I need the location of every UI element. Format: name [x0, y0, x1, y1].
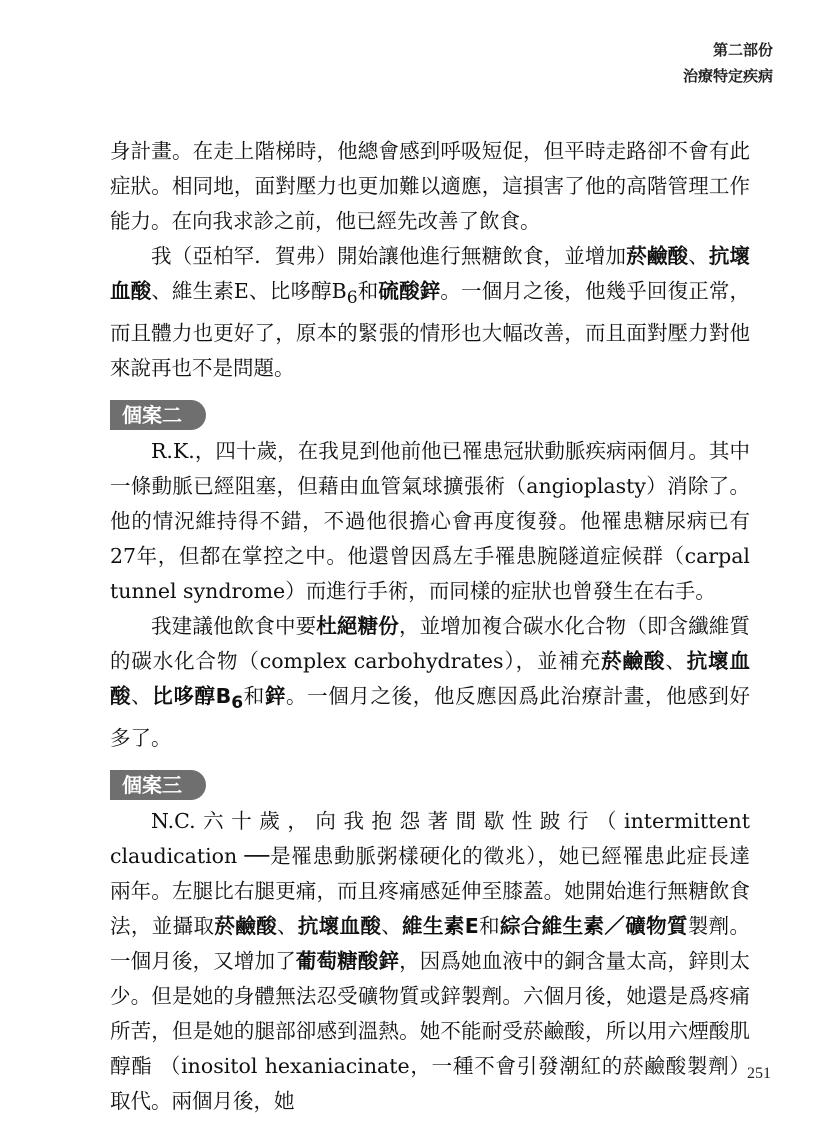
text-run: 、維生素E、比哆醇B: [151, 279, 347, 303]
text-run: 、: [276, 914, 298, 939]
part-title: 第二部份: [712, 41, 773, 59]
emphasis-ascorbic-acid: 抗壞血酸: [110, 244, 751, 303]
text-run: 。一個月之後，他反應因爲此治療計畫，他感到好多了。: [110, 684, 751, 751]
emphasis: 杜絕糖份: [316, 614, 399, 639]
section-title: 治療特定疾病: [682, 67, 773, 85]
emphasis: 葡萄糖酸鋅: [295, 949, 400, 974]
running-head: [683, 37, 773, 89]
text-run: 和: [357, 279, 379, 303]
emphasis: 綜合維生素／礦物質: [500, 914, 688, 939]
emphasis: 維生素E: [402, 914, 479, 939]
case3-paragraph-1: [110, 804, 750, 1119]
text-run: 和: [478, 914, 501, 939]
text-run: 和: [243, 684, 265, 709]
paragraph-treatment: [110, 239, 750, 386]
case2-paragraph-2: [110, 609, 750, 756]
emphasis: 鋅: [264, 684, 286, 709]
page-number: 251: [747, 1065, 771, 1082]
text-run: 我（亞柏罕．賀弗）開始讓他進行無糖飲食，並增加: [151, 244, 627, 268]
text-run: 製劑。一個月後，又增加了: [110, 914, 751, 974]
emphasis: 比哆醇B: [152, 684, 232, 709]
text-run: N.C.六十歲，向我抱怨著間歇性跛行（intermittent claudication ──是罹患動脈粥樣硬化的徵兆），她已經罹患此症長達兩年。左腿比右腿更痛，而且疼痛感延伸至膝蓋。她開始進行無糖飲食法，並攝取: [110, 809, 750, 939]
emphasis: 抗壞血酸: [297, 914, 382, 939]
text-run: 、: [688, 244, 709, 268]
emphasis-niacin: 菸鹼酸: [626, 244, 689, 268]
text-run: 我建議他飲食中要: [151, 614, 317, 639]
case2-paragraph-1: R.K.，四十歲，在我見到他前他已罹患冠狀動脈疾病兩個月。其中一條動脈已經阻塞，但藉由血管氣球擴張術（angioplasty）消除了。他的情況維持得不錯，不過他很擔心會再度復發。他罹患糖尿病已有27年，但都在掌控之中。他還曾因爲左手罹患腕隧道症候群（carpal tunnel syndrome）而進行手術，而同樣的症狀也曾發生在右手。: [110, 439, 750, 604]
body-text: [110, 134, 750, 1119]
paragraph-continuation: 身計畫。在走上階梯時，他總會感到呼吸短促，但平時走路卻不會有此症狀。相同地，面對壓力也更加難以適應，這損害了他的高階管理工作能力。在向我求診之前，他已經先改善了飲食。: [110, 139, 750, 233]
emphasis: 菸鹼酸: [214, 914, 277, 939]
case-heading: 個案二: [110, 400, 206, 430]
text-run: ，並增加複合碳水化合物（即含纖維質的碳水化合物（complex carbohydrates），並補充: [110, 614, 751, 674]
emphasis: 抗壞血酸: [110, 649, 750, 709]
text-run: ，因爲她血液中的銅含量太高，鋅則太少。但是她的身體無法忍受礦物質或鋅製劑。六個月後，她還是爲疼痛所苦，但是她的腿部卻感到溫熱。她不能耐受菸鹼酸，所以用六煙酸肌醇酯 （inositol hexaniacinate，一種不會引發潮紅的菸鹼酸製劑）取代。兩個月後，她: [110, 949, 751, 1114]
text-run: 、: [665, 649, 687, 674]
text-run: 。一個月之後，他幾乎回復正常，而且體力也更好了，原本的緊張的情形也大幅改善，而且面對壓力對他來說再也不是問題。: [110, 279, 751, 381]
case-heading: 個案三: [110, 770, 206, 800]
text-run: 、: [131, 684, 153, 709]
subscript: 6: [231, 693, 244, 714]
emphasis: 菸鹼酸: [601, 649, 666, 674]
subscript: 6: [346, 288, 358, 309]
text-run: 、: [381, 914, 403, 939]
emphasis-zinc-sulfate: 硫酸鋅: [378, 279, 441, 303]
